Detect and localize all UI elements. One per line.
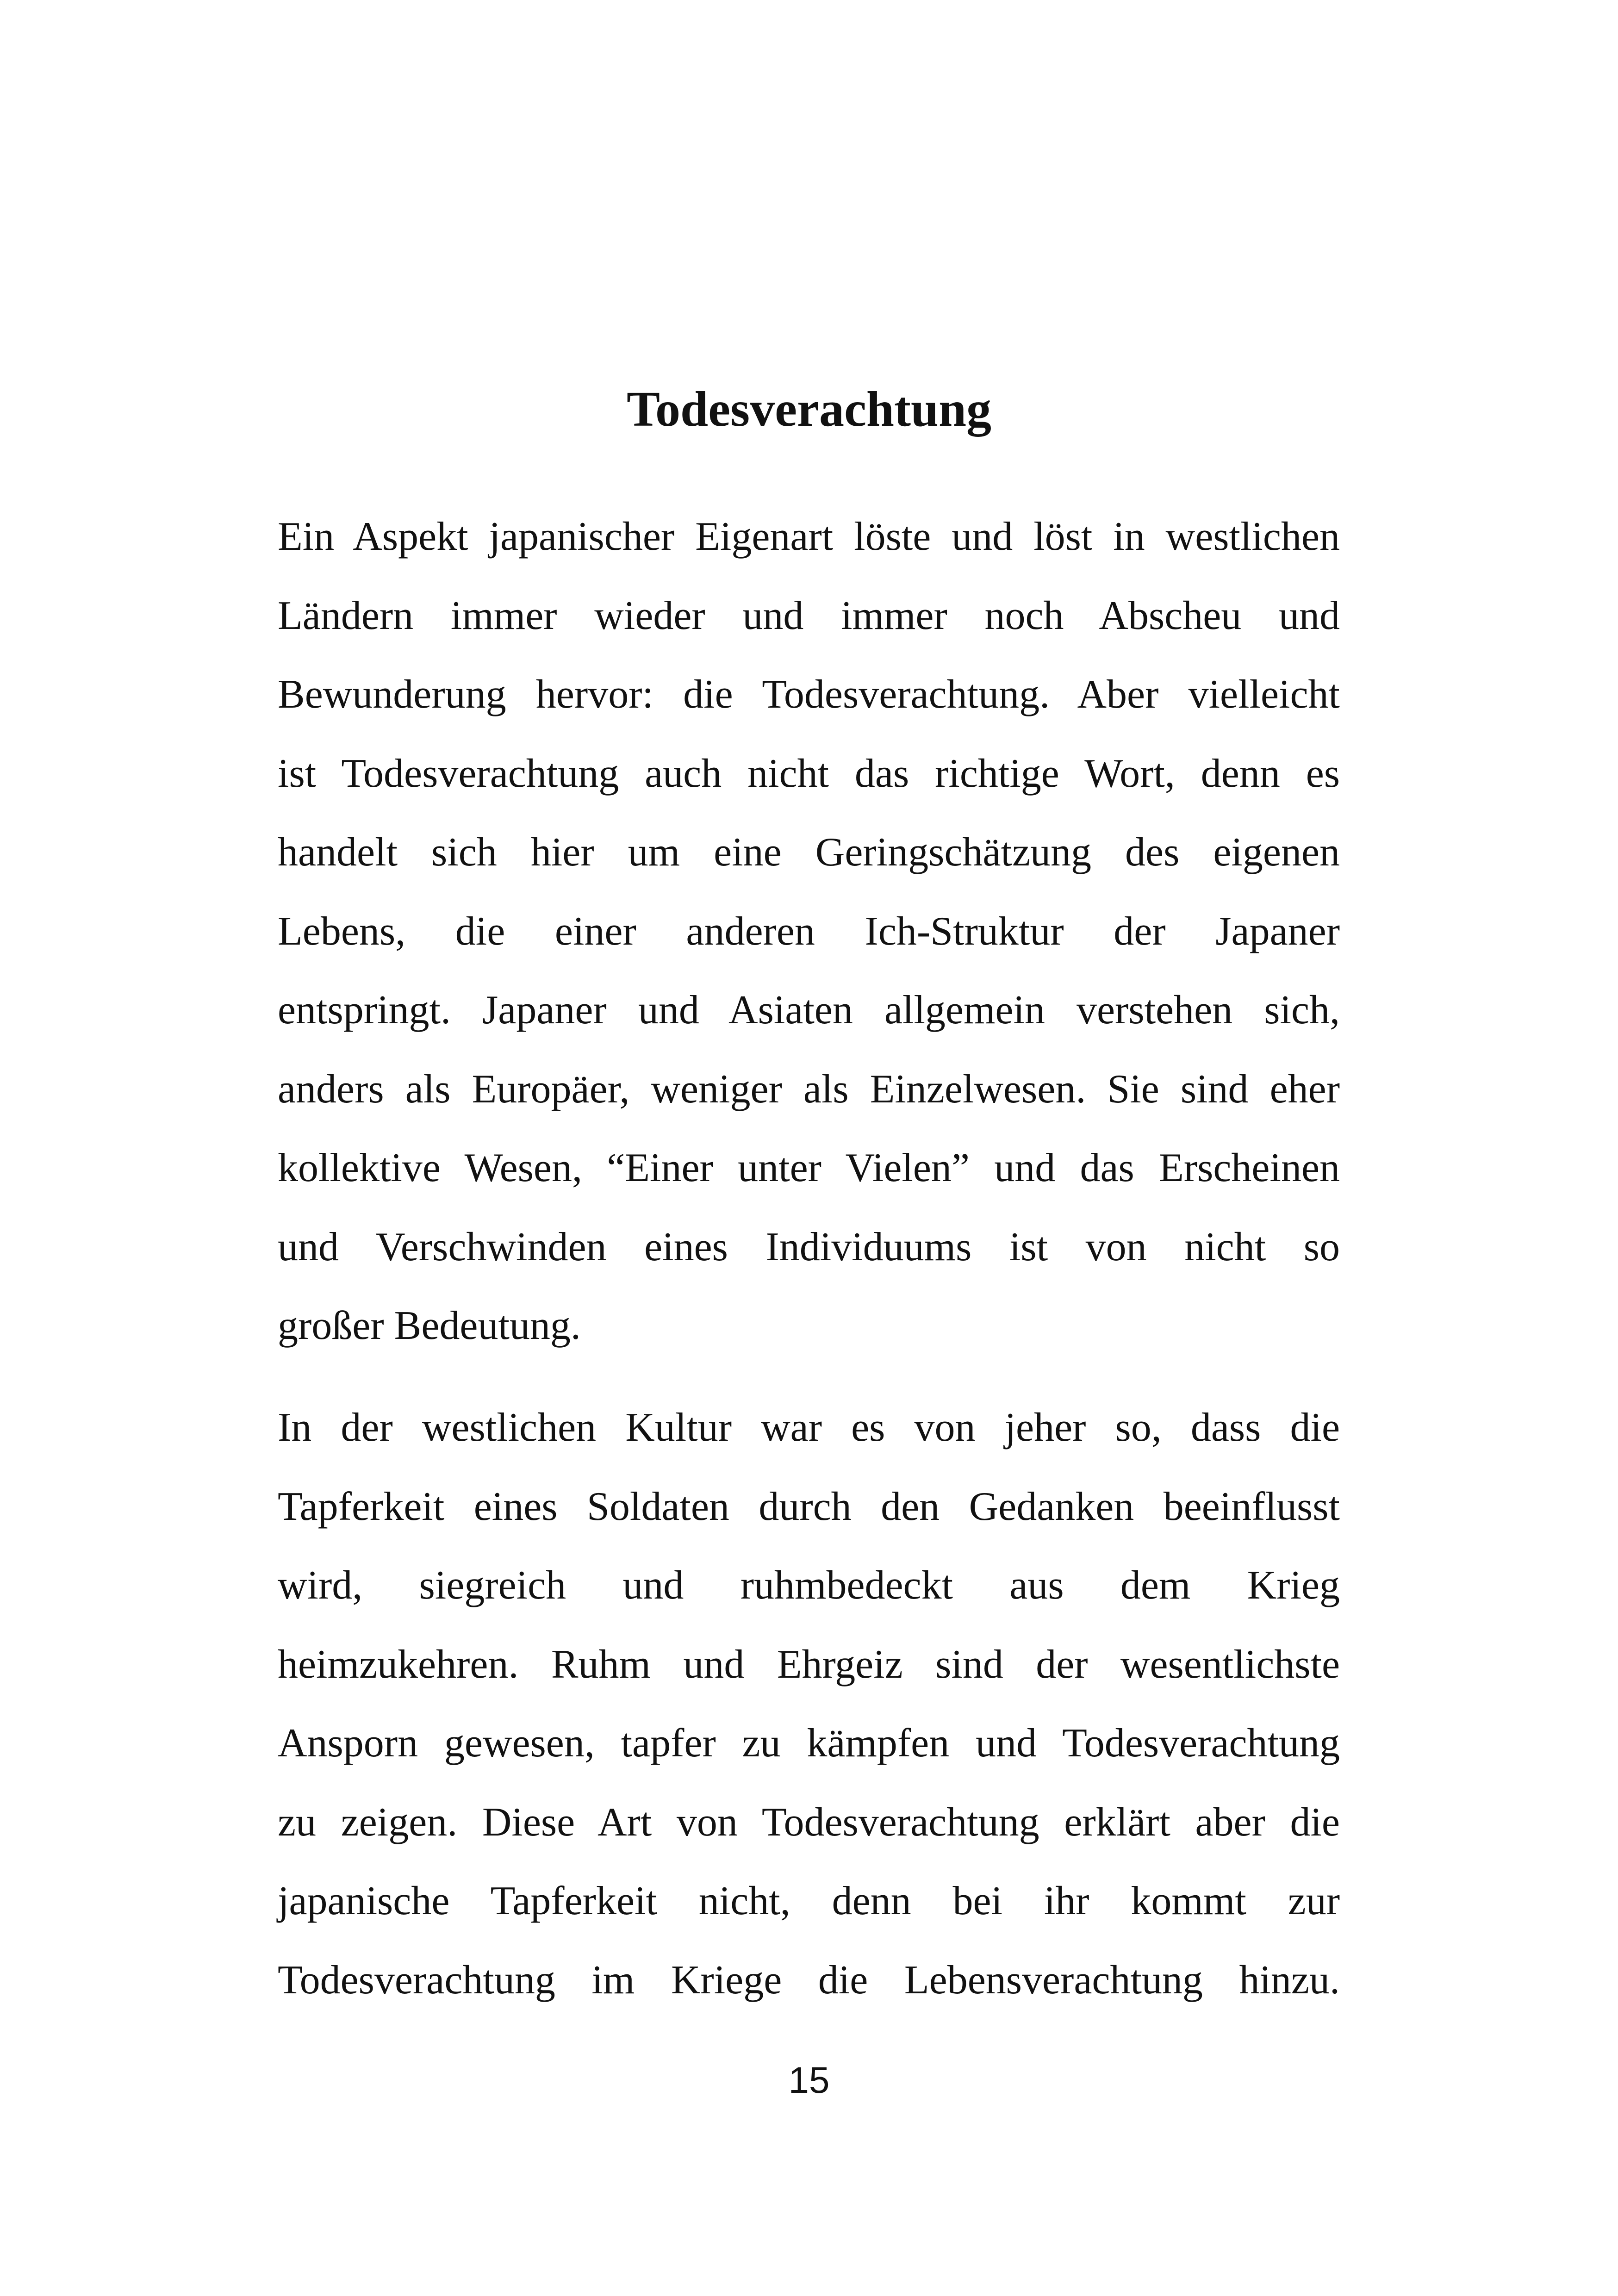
text-line: ist Todesverachtung auch nicht das richtige Wort, denn es <box>278 751 1340 796</box>
text-line: handelt sich hier um eine Geringschätzung des eigenen <box>278 830 1340 875</box>
text-line: Ansporn gewesen, tapfer zu kämpfen und Todesverachtung <box>278 1721 1340 1766</box>
page-number: 15 <box>788 2060 830 2101</box>
text-line: Bewunderung hervor: die Todesverachtung. Aber vielleicht <box>278 672 1340 717</box>
text-line: Ländern immer wieder und immer noch Abscheu und <box>278 593 1340 638</box>
text-line: entspringt. Japaner und Asiaten allgemein verstehen sich, <box>278 988 1340 1033</box>
text-line: kollektive Wesen, “Einer unter Vielen” und das Erscheinen <box>278 1145 1340 1190</box>
text-line: Tapferkeit eines Soldaten durch den Gedanken beeinflusst <box>278 1484 1340 1529</box>
text-line: großer Bedeutung. <box>278 1303 581 1348</box>
text-line: und Verschwinden eines Individuums ist von nicht so <box>278 1224 1340 1269</box>
text-line: Todesverachtung im Kriege die Lebensverachtung hinzu. <box>278 1957 1340 2003</box>
text-line: heimzukehren. Ruhm und Ehrgeiz sind der wesentlichste <box>278 1642 1340 1687</box>
paragraph-1 <box>278 498 1340 1366</box>
paragraph-2 <box>278 1388 1340 2020</box>
text-line: zu zeigen. Diese Art von Todesverachtung erklärt aber die <box>278 1799 1340 1845</box>
chapter-title: Todesverachtung <box>626 382 992 437</box>
text-line: Lebens, die einer anderen Ich-Struktur der Japaner <box>278 908 1340 954</box>
text-line: wird, siegreich und ruhmbedeckt aus dem Krieg <box>278 1563 1340 1608</box>
text-line: Ein Aspekt japanischer Eigenart löste und löst in westlichen <box>278 514 1340 559</box>
text-line: In der westlichen Kultur war es von jeher so, dass die <box>278 1405 1340 1450</box>
text-line: anders als Europäer, weniger als Einzelwesen. Sie sind eher <box>278 1066 1340 1112</box>
text-line: japanische Tapferkeit nicht, denn bei ihr kommt zur <box>278 1879 1340 1923</box>
